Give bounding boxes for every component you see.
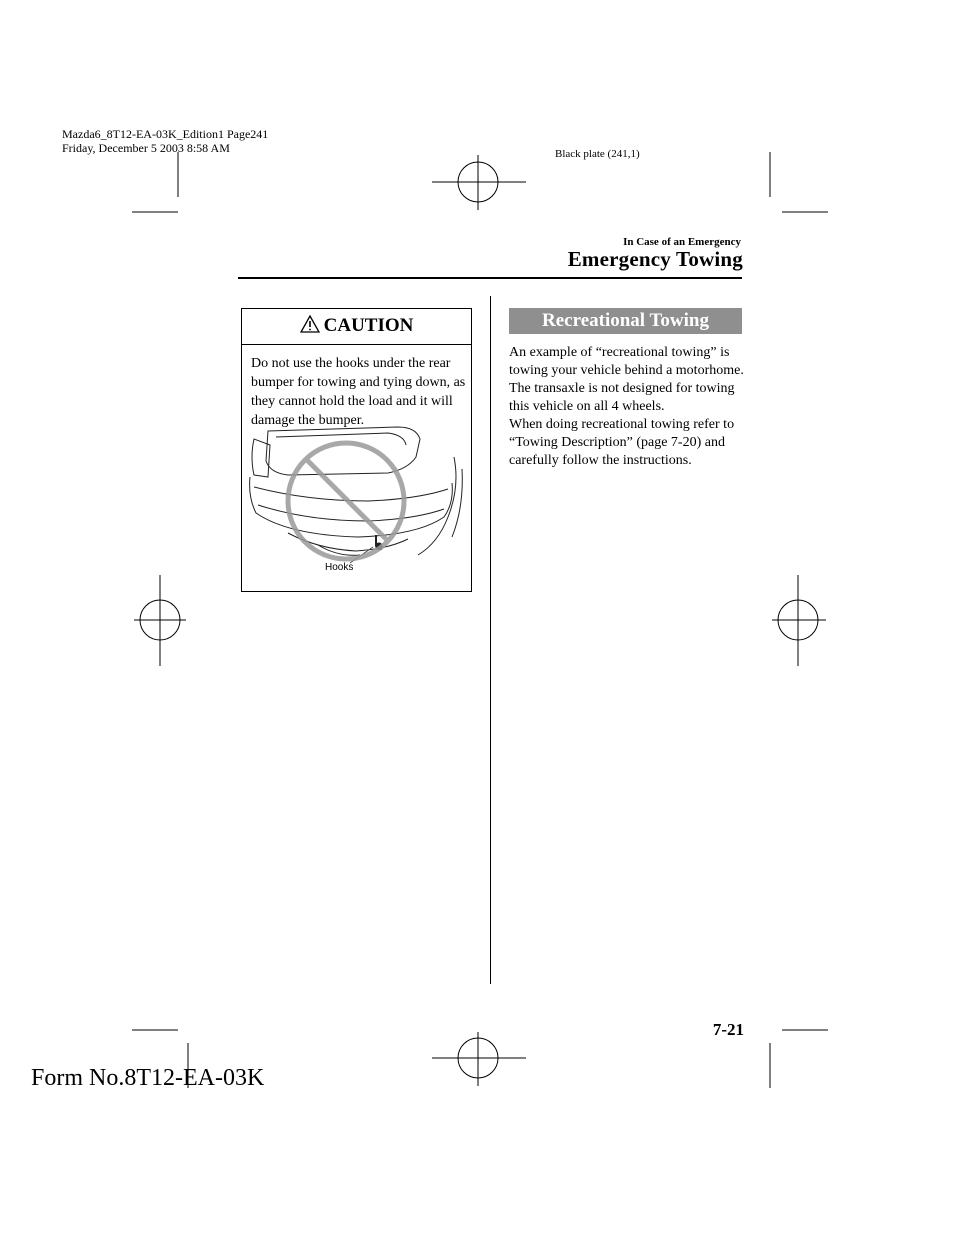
registration-mark-top (432, 155, 526, 210)
registration-mark-left (134, 575, 186, 666)
printer-meta-line1: Mazda6_8T12-EA-03K_Edition1 Page241 (62, 127, 269, 141)
caution-box (241, 308, 472, 592)
prohibition-sign-icon (288, 443, 404, 559)
rear-bumper-illustration (248, 417, 464, 585)
section-name: In Case of an Emergency (623, 236, 741, 248)
caution-text: Do not use the hooks under the rear bumper for towing and tying down, as they cannot hold the load and it will damage the bumper. (251, 356, 466, 428)
printer-metadata (62, 127, 268, 155)
hooks-label: Hooks (325, 562, 354, 573)
plate-label: Black plate (241,1) (555, 148, 640, 160)
recreational-towing-heading: Recreational Towing (509, 308, 742, 334)
registration-mark-right (772, 575, 826, 666)
caution-title: CAUTION (323, 315, 414, 336)
page-title: Emergency Towing (567, 247, 743, 271)
recreational-towing-body (509, 344, 745, 470)
recreational-paragraph-2: When doing recreational towing refer to “Towing Description” (page 7-20) and carefully follow the instructions. (509, 417, 735, 468)
page-number: 7-21 (712, 1020, 744, 1039)
caution-header (242, 309, 471, 345)
recreational-paragraph-1: An example of “recreational towing” is towing your vehicle behind a motorhome. The transaxle is not designed for towing this vehicle on all 4 wheels. (509, 345, 744, 414)
column-divider (490, 296, 491, 984)
registration-mark-bottom (432, 1032, 526, 1086)
form-number: Form No.8T12-EA-03K (31, 1065, 265, 1091)
warning-triangle-icon (300, 315, 320, 333)
printer-meta-line2: Friday, December 5 2003 8:58 AM (62, 141, 230, 155)
title-rule (238, 277, 742, 279)
